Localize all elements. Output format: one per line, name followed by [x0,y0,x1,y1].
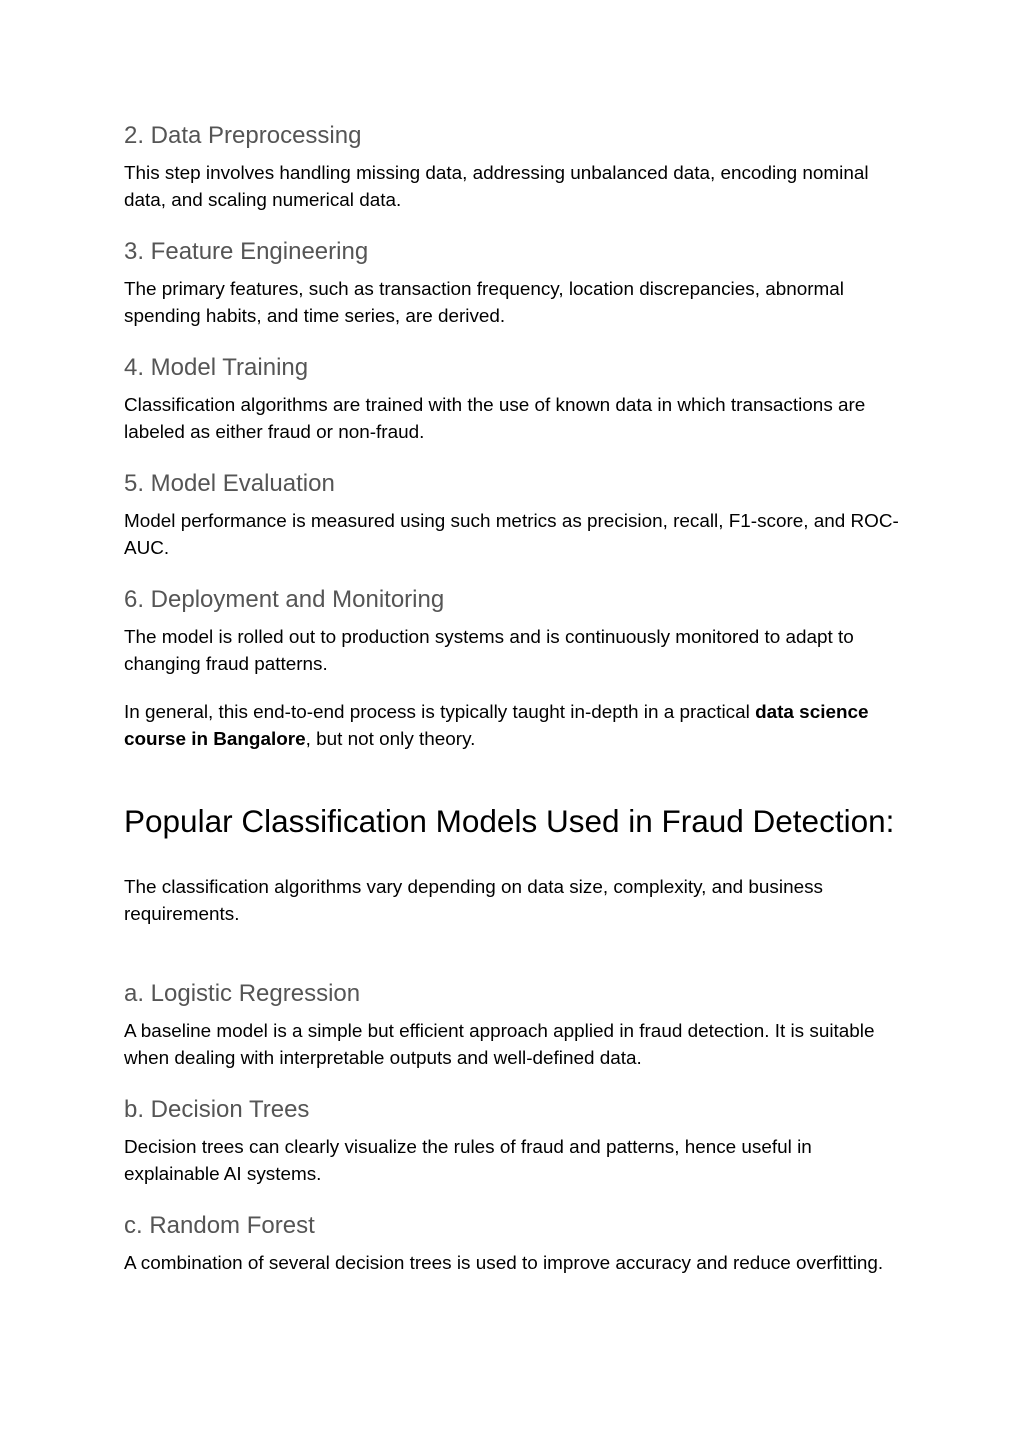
models-intro-paragraph: The classification algorithms vary depending on data size, complexity, and business requirements. [124,877,823,925]
section-body-deployment-monitoring: The model is rolled out to production systems and is continuously monitored to adapt to changing fraud patterns. [124,627,854,675]
section-heading-model-training: 4. Model Training [124,354,309,381]
section-heading-deployment-monitoring: 6. Deployment and Monitoring [124,586,445,613]
model-body-decision-trees: Decision trees can clearly visualize the rules of fraud and patterns, hence useful in explainable AI systems. [124,1137,812,1185]
closing-paragraph-prefix: In general, this end-to-end process is typically taught in-depth in a practical [124,702,756,723]
section-body-feature-engineering: The primary features, such as transaction frequency, location discrepancies, abnormal spending habits, and time series, are derived. [124,279,844,327]
closing-paragraph-suffix: , but not only theory. [305,729,476,750]
model-heading-logistic-regression: a. Logistic Regression [124,980,361,1007]
model-heading-decision-trees: b. Decision Trees [124,1096,310,1123]
section-heading-data-preprocessing: 2. Data Preprocessing [124,122,362,149]
model-heading-random-forest: c. Random Forest [124,1212,315,1239]
section-body-data-preprocessing: This step involves handling missing data, addressing unbalanced data, encoding nominal data, and scaling numerical data. [124,163,869,211]
document-content [124,121,910,1277]
closing-paragraph [124,699,910,753]
section-heading-model-evaluation: 5. Model Evaluation [124,470,335,497]
model-body-random-forest: A combination of several decision trees is used to improve accuracy and reduce overfitting. [124,1253,884,1274]
section-body-model-evaluation: Model performance is measured using such metrics as precision, recall, F1-score, and ROC-AUC. [124,511,899,559]
page-title: Popular Classification Models Used in Fraud Detection: [124,803,895,839]
closing-paragraph-bold-phrase: data science course in Bangalore [124,702,869,750]
section-heading-feature-engineering: 3. Feature Engineering [124,238,369,265]
model-body-logistic-regression: A baseline model is a simple but efficient approach applied in fraud detection. It is suitable when dealing with interpretable outputs and well-defined data. [124,1021,875,1069]
section-body-model-training: Classification algorithms are trained with the use of known data in which transactions are labeled as either fraud or non-fraud. [124,395,866,443]
